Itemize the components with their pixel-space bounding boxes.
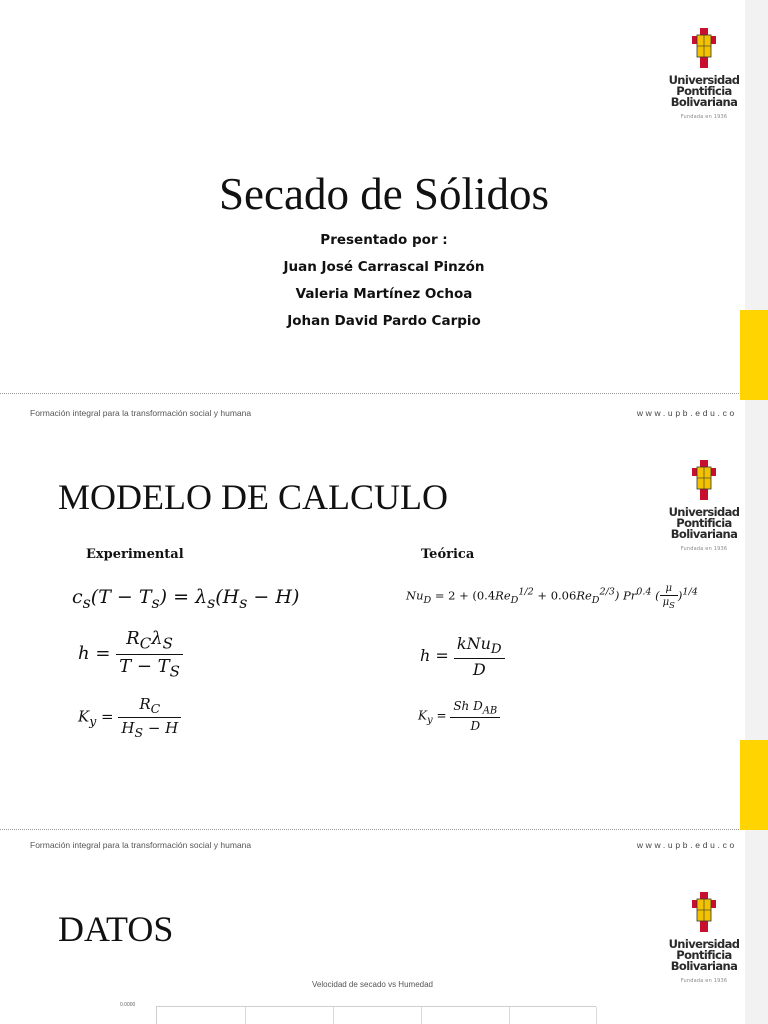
university-name-line2: Pontificia xyxy=(676,516,732,530)
gridline xyxy=(421,1007,422,1024)
accent-bar xyxy=(740,310,768,400)
university-name-line3: Bolivariana xyxy=(670,95,738,109)
mass-transfer-coefficient-equation: $K_y$ = $\frac{R_C}{H_S - H}$ xyxy=(78,695,181,740)
theoretical-heading: Teórica xyxy=(421,547,475,562)
chart-title: Velocidad de secado vs Humedad xyxy=(312,980,433,989)
y-tick-label: 0.0000 xyxy=(120,1002,136,1008)
divider xyxy=(0,393,745,394)
founded-text: Fundada en 1936 xyxy=(680,114,728,120)
founded-text: Fundada en 1936 xyxy=(680,546,728,552)
university-name-line1: Universidad xyxy=(668,505,740,519)
crest-icon xyxy=(686,892,722,932)
presenters-block xyxy=(0,229,745,337)
footer-slogan: Formación integral para la transformación social y humana xyxy=(30,408,252,418)
footer-url[interactable]: www.upb.edu.co xyxy=(636,840,737,850)
theoretical-h-equation: h = $\frac{kNu_D}{D}$ xyxy=(420,634,505,679)
presenter-name: Valeria Martínez Ochoa xyxy=(295,286,473,302)
side-strip xyxy=(745,0,768,1024)
university-name xyxy=(668,507,740,540)
chart-plot-area xyxy=(156,1006,596,1024)
gridline xyxy=(245,1007,246,1024)
university-logo xyxy=(668,892,740,984)
presented-by-label: Presentado por : xyxy=(320,232,448,248)
accent-bar xyxy=(740,740,768,830)
crest-icon xyxy=(686,460,722,500)
slide-title xyxy=(0,0,745,430)
presenter-name: Juan José Carrascal Pinzón xyxy=(283,259,485,275)
university-name-line1: Universidad xyxy=(668,73,740,87)
gridline xyxy=(596,1007,597,1024)
slide-heading: DATOS xyxy=(58,909,174,949)
footer-url[interactable]: www.upb.edu.co xyxy=(636,408,737,418)
university-name-line1: Universidad xyxy=(668,937,740,951)
university-name-line2: Pontificia xyxy=(676,948,732,962)
university-name xyxy=(668,939,740,972)
presentation-title: Secado de Sólidos xyxy=(219,169,549,219)
footer-slogan: Formación integral para la transformación social y humana xyxy=(30,840,252,850)
university-name-line3: Bolivariana xyxy=(670,959,738,973)
slide-data xyxy=(0,868,745,1024)
crest-icon xyxy=(686,28,722,68)
slide-calculation-model xyxy=(0,438,745,860)
gridline xyxy=(509,1007,510,1024)
divider xyxy=(0,829,745,830)
university-name xyxy=(668,75,740,108)
heat-balance-equation: $c_s(T - T_s) = \lambda_s(H_s - H)$ xyxy=(72,586,300,612)
founded-text: Fundada en 1936 xyxy=(680,978,728,984)
slide-heading: MODELO DE CALCULO xyxy=(58,477,448,517)
theoretical-ky-equation: $K_y$ = $\frac{Sh D_{AB}}{D}$ xyxy=(418,699,500,733)
university-logo xyxy=(668,28,740,120)
university-name-line2: Pontificia xyxy=(676,84,732,98)
experimental-heading: Experimental xyxy=(86,547,184,562)
university-name-line3: Bolivariana xyxy=(670,527,738,541)
nusselt-equation: $Nu_D = 2 + (0.4Re_D^{1/2} + 0.06Re_D^{2/3})$ $Pr^{0.4}$ ( $\frac{\mu}{\mu_S}$ )$^{1/4}$ xyxy=(406,583,698,610)
heat-transfer-coefficient-equation: h = $\frac{R_C\lambda_S}{T - T_S}$ xyxy=(78,628,183,680)
presenter-name: Johan David Pardo Carpio xyxy=(287,313,481,329)
gridline xyxy=(333,1007,334,1024)
university-logo xyxy=(668,460,740,552)
